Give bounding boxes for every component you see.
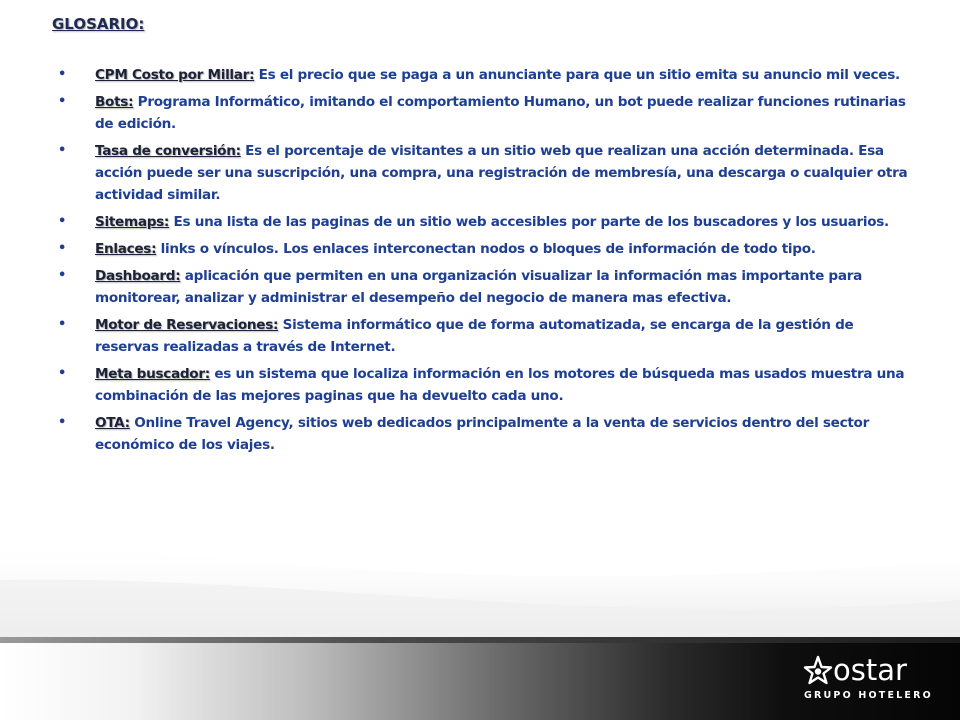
glossary-term: Meta buscador: <box>95 366 210 382</box>
bullet-icon: • <box>58 415 67 430</box>
glossary-list <box>58 64 914 461</box>
glossary-item-enlaces <box>58 238 914 260</box>
logo-tagline: GRUPO HOTELERO <box>804 690 933 701</box>
glossary-definition: Es el porcentaje de visitantes a un sitio web que realizan una acción determinada. Esa acción puede ser una suscripción, una compra, una registración de membresía, una descarga o cualquier otra actividad similar. <box>95 143 908 203</box>
glossary-item-bots <box>58 91 914 135</box>
bullet-icon: • <box>58 241 67 256</box>
glossary-term: Sitemaps: <box>95 214 170 230</box>
glossary-item-tasa-de-conversion <box>58 140 914 206</box>
glossary-term: Dashboard: <box>95 268 181 284</box>
bullet-icon: • <box>58 366 67 381</box>
glossary-item-sitemaps <box>58 211 914 233</box>
glossary-item-cpm <box>58 64 914 86</box>
glossary-term: Bots: <box>95 94 134 110</box>
glossary-item-meta-buscador <box>58 363 914 407</box>
glossary-item-motor-de-reservaciones <box>58 314 914 358</box>
glossary-definition: es un sistema que localiza información en los motores de búsqueda mas usados muestra una combinación de las mejores paginas que ha devuelto cada uno. <box>95 366 905 404</box>
star-icon <box>803 655 833 689</box>
glossary-definition: aplicación que permiten en una organización visualizar la información mas importante para monitorear, analizar y administrar el desempeño del negocio de manera mas efectiva. <box>95 268 862 306</box>
ostar-logo <box>803 655 933 705</box>
glossary-definition: Online Travel Agency, sitios web dedicados principalmente a la venta de servicios dentro del sector económico de los viajes. <box>95 415 869 453</box>
glossary-item-ota <box>58 412 914 456</box>
glossary-term: OTA: <box>95 415 130 431</box>
page-title: GLOSARIO: <box>52 15 145 33</box>
glossary-definition: Es una lista de las paginas de un sitio web accesibles por parte de los buscadores y los usuarios. <box>169 214 889 230</box>
glossary-item-dashboard <box>58 265 914 309</box>
bullet-icon: • <box>58 214 67 229</box>
glossary-definition: Programa Informático, imitando el comportamiento Humano, un bot puede realizar funciones rutinarias de edición. <box>95 94 906 132</box>
glossary-term: CPM Costo por Millar: <box>95 67 255 83</box>
glossary-definition: Sistema informático que de forma automatizada, se encarga de la gestión de reservas realizadas a través de Internet. <box>95 317 854 355</box>
glossary-term: Motor de Reservaciones: <box>95 317 279 333</box>
bullet-icon: • <box>58 317 67 332</box>
bullet-icon: • <box>58 143 67 158</box>
bullet-icon: • <box>58 94 67 109</box>
footer-divider <box>0 637 960 643</box>
glossary-definition: links o vínculos. Los enlaces interconectan nodos o bloques de información de todo tipo. <box>156 241 816 257</box>
logo-brand: ostar <box>833 653 907 687</box>
glossary-term: Tasa de conversión: <box>95 143 241 159</box>
glossary-definition: Es el precio que se paga a un anunciante para que un sitio emita su anuncio mil veces. <box>254 67 900 83</box>
glossary-term: Enlaces: <box>95 241 157 257</box>
bullet-icon: • <box>58 67 67 82</box>
bullet-icon: • <box>58 268 67 283</box>
